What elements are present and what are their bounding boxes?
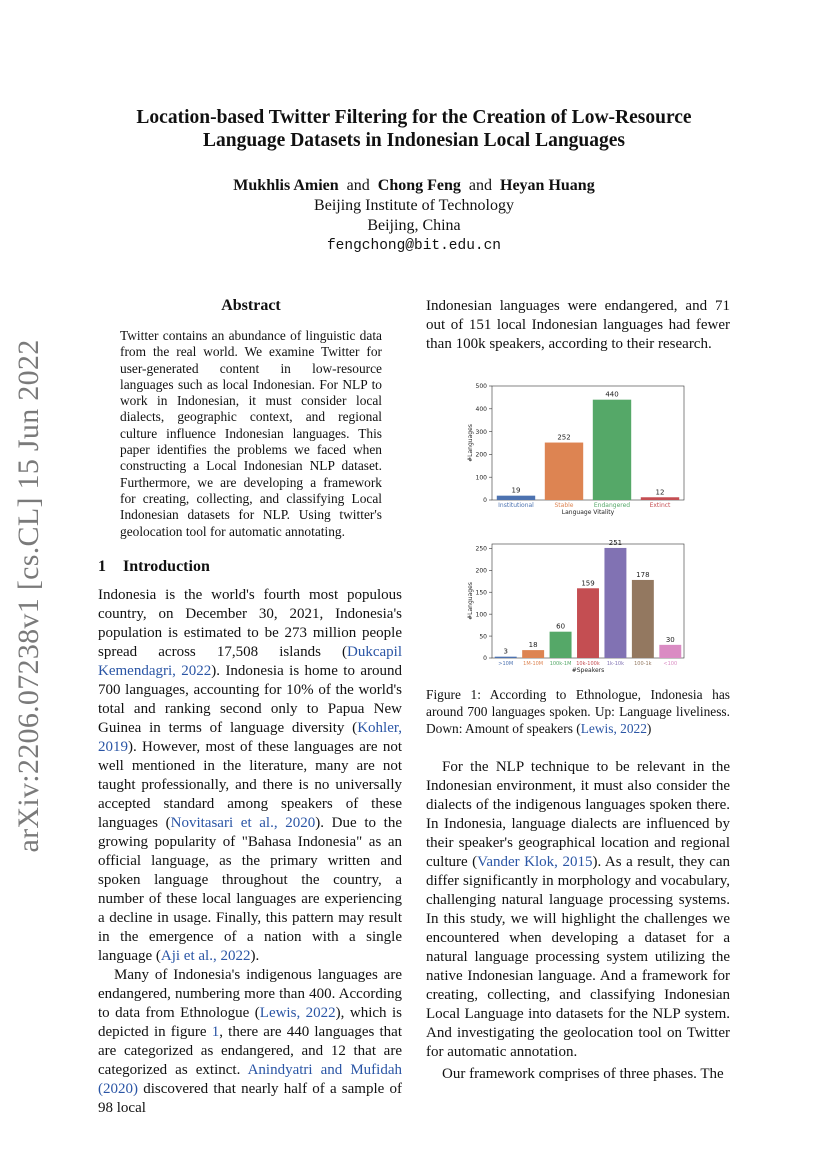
x-tick-label: Institutional: [498, 502, 534, 509]
location: Beijing, China: [367, 217, 461, 234]
citation-link[interactable]: Lewis, 2022: [580, 721, 647, 736]
citation-link[interactable]: Novitasari et al., 2020: [170, 815, 316, 831]
author-3: Heyan Huang: [500, 177, 595, 194]
paragraph: Many of Indonesia's indigenous languages are endangered, numbering more than 400. According to data from Ethnologue (Lewis, 2022), which is depicted in figure 1, there are 440 languages that are categorized as endangered, and 12 that are categorized as extinct. Anindyatri and Mufidah (2020) discovered that nearly half of a sample of 98 local: [98, 967, 403, 1116]
bar-Endangered: [593, 400, 631, 500]
author-separator: and: [346, 177, 370, 194]
speakers-chart: [460, 538, 690, 676]
x-tick-label: Extinct: [649, 502, 671, 509]
data-label: 252: [557, 433, 571, 442]
bar-100k-1M: [550, 632, 572, 658]
x-tick-label: 100-1k: [634, 661, 652, 667]
affiliation: Beijing Institute of Technology: [314, 197, 514, 214]
bar-1M-10M: [522, 650, 544, 658]
y-tick-label: 500: [475, 383, 487, 391]
y-axis-label: #Languages: [467, 424, 474, 462]
y-tick-label: 0: [483, 497, 487, 505]
author-separator: and: [468, 177, 492, 194]
bar->10M: [495, 657, 517, 658]
abstract-heading: Abstract: [221, 297, 281, 314]
author-1: Mukhlis Amien: [233, 177, 339, 194]
paper-title: [100, 106, 728, 152]
y-tick-label: 200: [475, 451, 487, 459]
x-tick-label: >10M: [498, 661, 514, 667]
x-tick-label: 1M-10M: [523, 661, 544, 667]
citation-link[interactable]: Kohler, 2019: [98, 720, 402, 755]
data-label: 159: [581, 579, 595, 588]
arxiv-sidebar-stamp: arXiv:2206.07238v1 [cs.CL] 15 Jun 2022: [12, 339, 45, 853]
y-tick-label: 200: [475, 567, 487, 575]
left-column-body: [98, 586, 402, 1118]
bar-Extinct: [641, 497, 679, 500]
paragraph: Indonesia is the world's fourth most populous country, on December 30, 2021, Indonesia's population is estimated to be 273 million people spread across 17,508 islands (Dukcapil Kemendagri, 2022). Indonesia is home to around 700 languages, accounting for 10% of the world's total and ranking second only to Papua New Guinea in terms of language diversity (Kohler, 2019). However, most of these languages are not well mentioned in the literature, many are not taught professionally, and there is no universally accepted standard among speakers of these languages (Novitasari et al., 2020). Due to the growing popularity of "Bahasa Indonesia" as an official language, as the primary written and spoken language throughout the country, a number of these local languages are experiencing a decline in usage. Finally, this pattern may result in the emergence of a nation with a single language (Aji et al., 2022).: [98, 587, 402, 964]
citation-link[interactable]: Aji et al., 2022: [160, 948, 251, 964]
data-label: 12: [655, 488, 665, 497]
plot-frame: [492, 386, 684, 500]
title-line-2: Language Datasets in Indonesian Local Languages: [202, 130, 626, 151]
x-tick-label: <100: [663, 661, 678, 667]
paragraph: Our framework comprises of three phases. The: [442, 1066, 724, 1082]
bar-10k-100k: [577, 588, 599, 658]
author-names: [100, 176, 728, 196]
right-column-body: [426, 758, 730, 1084]
section-number: 1: [98, 558, 106, 575]
x-axis-label: #Speakers: [571, 667, 605, 674]
right-column-top-text: Indonesian languages were endangered, and 71 out of 151 local Indonesian languages had fewer than 100k speakers, according to their research.: [426, 298, 730, 352]
x-tick-label: Endangered: [593, 502, 631, 509]
data-label: 3: [503, 647, 508, 656]
bar-Institutional: [497, 496, 535, 500]
y-tick-label: 100: [475, 474, 487, 482]
author-2: Chong Feng: [377, 177, 461, 194]
y-tick-label: 50: [479, 633, 487, 641]
y-tick-label: 400: [475, 406, 487, 413]
data-label: 60: [556, 622, 566, 631]
email: fengchong@bit.edu.cn: [326, 238, 502, 254]
x-tick-label: 10k-100k: [576, 661, 600, 667]
title-line-1: Location-based Twitter Filtering for the Creation of Low-Resource: [136, 107, 692, 128]
author-block: [100, 176, 728, 256]
data-label: 440: [605, 390, 619, 399]
bar-1k-10k: [604, 548, 626, 658]
abstract-text: Twitter contains an abundance of linguistic data from the real world. We examine Twitter for user-generated content in low-resource languages such as local Indonesian. For NLP to work in Indonesian, it must consider local dialects, geographic context, and regional culture influence Indonesian languages. This paper identifies the problems we faced when constructing a Local Indonesian NLP dataset. Furthermore, we are developing a framework for creating, collecting, and classifying Local Indonesian datasets for NLP. Using twitter's geolocation tool for automatic annotating.: [120, 328, 382, 539]
figure-caption: Figure 1: According to Ethnologue, Indonesia has around 700 languages spoken. Up: Language liveliness. Down: Amount of speakers (Lewis, 2022): [426, 687, 730, 736]
x-tick-label: Stable: [554, 502, 574, 509]
data-label: 30: [665, 635, 675, 644]
paragraph: For the NLP technique to be relevant in the Indonesian environment, it must also consider the dialects of the indigenous languages spoken there. In Indonesia, language dialects are influenced by their speaker's geographical location and regional culture (Vander Klok, 2015). As a result, they can differ significantly in morphology and vocabulary, challenging natural language processing systems. In this study, we will highlight the challenges we encountered when developing a dataset for a natural language processing system utilizing the native Indonesian language. And a framework for creating, collecting, and classifying Indonesian Local Language into datasets for the NLP system. And investigating the geolocation tool on Twitter for automatic annotation.: [426, 759, 731, 1060]
y-tick-label: 300: [475, 428, 487, 436]
y-tick-label: 0: [483, 655, 487, 663]
citation-link[interactable]: Lewis, 2022: [259, 1005, 336, 1021]
y-tick-label: 250: [475, 545, 487, 553]
section-title: Introduction: [123, 558, 210, 575]
figure-ref-link[interactable]: 1: [211, 1024, 220, 1040]
citation-link[interactable]: Vander Klok, 2015: [477, 854, 593, 870]
bar-<100: [659, 645, 681, 658]
y-axis-label: #Languages: [467, 582, 474, 620]
section-heading-introduction: [98, 558, 210, 576]
x-tick-label: 100k-1M: [549, 661, 572, 667]
data-label: 19: [511, 486, 521, 495]
data-label: 251: [608, 538, 623, 547]
bar-Stable: [545, 443, 583, 500]
y-tick-label: 100: [475, 611, 487, 619]
x-tick-label: 1k-10k: [606, 661, 624, 667]
bar-100-1k: [632, 580, 654, 658]
language-vitality-chart: [460, 380, 690, 518]
y-tick-label: 150: [475, 589, 487, 597]
data-label: 18: [528, 641, 538, 650]
citation-link[interactable]: Anindyatri and Mufidah (2020): [98, 1062, 402, 1097]
citation-link[interactable]: Dukcapil Kemendagri, 2022: [98, 644, 402, 679]
x-axis-label: Language Vitality: [561, 509, 615, 516]
data-label: 178: [636, 570, 650, 579]
